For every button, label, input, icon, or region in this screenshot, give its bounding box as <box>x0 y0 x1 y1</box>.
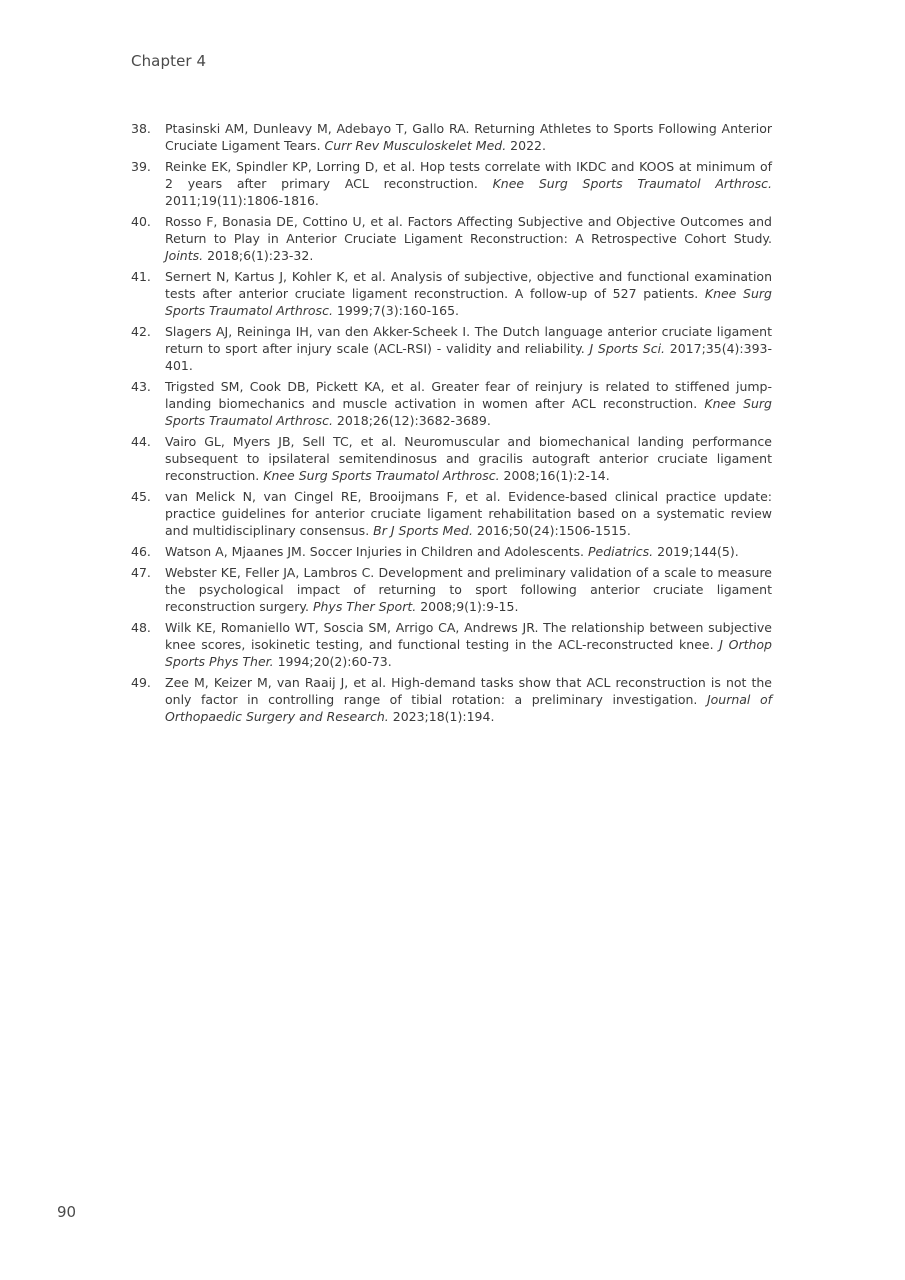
reference-item <box>131 564 772 615</box>
reference-details: 2017;35(4):393-401. <box>165 341 772 373</box>
reference-body <box>165 543 772 560</box>
reference-body <box>165 619 772 670</box>
reference-item <box>131 120 772 154</box>
reference-number: 47. <box>131 565 151 580</box>
reference-text: Reinke EK, Spindler KP, Lorring D, et al. Hop tests correlate with IKDC and KOOS at minimum of 2 years after primary ACL reconstruction. <box>165 159 772 191</box>
reference-journal: Curr Rev Musculoskelet Med. <box>324 138 507 153</box>
reference-text: Zee M, Keizer M, van Raaij J, et al. High-demand tasks show that ACL reconstruction is not the only factor in controlling range of tibial rotation: a preliminary investigation. <box>165 675 772 707</box>
reference-item <box>131 158 772 209</box>
reference-text: Wilk KE, Romaniello WT, Soscia SM, Arrigo CA, Andrews JR. The relationship between subjective knee scores, isokinetic testing, and functional testing in the ACL-reconstructed knee. <box>165 620 772 652</box>
reference-body <box>165 323 772 374</box>
reference-journal: Pediatrics. <box>587 544 654 559</box>
reference-journal: Br J Sports Med. <box>373 523 473 538</box>
reference-item <box>131 674 772 725</box>
reference-body <box>165 674 772 725</box>
reference-details: 1999;7(3):160-165. <box>336 303 460 318</box>
reference-journal: Knee Surg Sports Traumatol Arthrosc. <box>165 396 772 428</box>
reference-number: 38. <box>131 121 151 136</box>
reference-text: Slagers AJ, Reininga IH, van den Akker-Scheek I. The Dutch language anterior cruciate ligament return to sport after injury scale (ACL-RSI) - validity and reliability. <box>165 324 772 356</box>
reference-number: 43. <box>131 379 151 394</box>
reference-journal: Journal of Orthopaedic Surgery and Research. <box>165 692 772 724</box>
reference-number: 40. <box>131 214 151 229</box>
reference-body <box>165 120 772 154</box>
reference-text: Watson A, Mjaanes JM. Soccer Injuries in Children and Adolescents. <box>165 544 584 559</box>
reference-journal: Knee Surg Sports Traumatol Arthrosc. <box>492 176 772 191</box>
reference-number: 48. <box>131 620 151 635</box>
reference-text: Ptasinski AM, Dunleavy M, Adebayo T, Gallo RA. Returning Athletes to Sports Following Anterior Cruciate Ligament Tears. <box>165 121 772 153</box>
reference-body <box>165 268 772 319</box>
reference-text: Webster KE, Feller JA, Lambros C. Development and preliminary validation of a scale to measure the psychological impact of returning to sport following anterior cruciate ligament reconstruction surgery. <box>165 565 772 614</box>
reference-body <box>165 378 772 429</box>
reference-item <box>131 268 772 319</box>
reference-details: 2011;19(11):1806-1816. <box>165 193 319 208</box>
reference-text: Rosso F, Bonasia DE, Cottino U, et al. Factors Affecting Subjective and Objective Outcomes and Return to Play in Anterior Cruciate Ligament Reconstruction: A Retrospective Cohort Study. <box>165 214 772 246</box>
reference-item <box>131 323 772 374</box>
reference-details: 2016;50(24):1506-1515. <box>476 523 631 538</box>
reference-body <box>165 213 772 264</box>
reference-number: 41. <box>131 269 151 284</box>
reference-details: 2023;18(1):194. <box>392 709 495 724</box>
reference-text: Vairo GL, Myers JB, Sell TC, et al. Neuromuscular and biomechanical landing performance subsequent to ipsilateral semitendinosus and gracilis autograft anterior cruciate ligament reconstruction. <box>165 434 772 483</box>
reference-journal: Knee Surg Sports Traumatol Arthrosc. <box>263 468 500 483</box>
reference-journal: Knee Surg Sports Traumatol Arthrosc. <box>165 286 772 318</box>
reference-number: 46. <box>131 544 151 559</box>
reference-text: van Melick N, van Cingel RE, Brooijmans F, et al. Evidence-based clinical practice update: practice guidelines for anterior cruciate ligament rehabilitation based on a systematic review and multidisciplinary consensus. <box>165 489 772 538</box>
reference-text: Sernert N, Kartus J, Kohler K, et al. Analysis of subjective, objective and functional examination tests after anterior cruciate ligament reconstruction. A follow-up of 527 patients. <box>165 269 772 301</box>
reference-number: 49. <box>131 675 151 690</box>
reference-number: 44. <box>131 434 151 449</box>
reference-details: 2022. <box>510 138 546 153</box>
reference-details: 2019;144(5). <box>657 544 739 559</box>
reference-number: 39. <box>131 159 151 174</box>
reference-journal: Phys Ther Sport. <box>312 599 417 614</box>
reference-item <box>131 213 772 264</box>
reference-item <box>131 433 772 484</box>
reference-item <box>131 378 772 429</box>
reference-item <box>131 619 772 670</box>
reference-journal: Joints. <box>165 248 204 263</box>
reference-details: 2008;16(1):2-14. <box>503 468 610 483</box>
reference-number: 45. <box>131 489 151 504</box>
reference-item <box>131 543 772 560</box>
reference-details: 1994;20(2):60-73. <box>277 654 392 669</box>
reference-text: Trigsted SM, Cook DB, Pickett KA, et al. Greater fear of reinjury is related to stiffened jump-landing biomechanics and muscle activation in women after ACL reconstruction. <box>165 379 772 411</box>
reference-journal: J Sports Sci. <box>589 341 666 356</box>
reference-journal: J Orthop Sports Phys Ther. <box>165 637 772 669</box>
reference-number: 42. <box>131 324 151 339</box>
reference-body <box>165 564 772 615</box>
reference-details: 2008;9(1):9-15. <box>420 599 519 614</box>
reference-body <box>165 488 772 539</box>
chapter-header: Chapter 4 <box>131 52 207 70</box>
reference-body <box>165 158 772 209</box>
reference-list <box>131 120 772 729</box>
reference-body <box>165 433 772 484</box>
reference-details: 2018;26(12):3682-3689. <box>336 413 491 428</box>
reference-item <box>131 488 772 539</box>
reference-details: 2018;6(1):23-32. <box>207 248 314 263</box>
page-number: 90 <box>57 1203 77 1221</box>
